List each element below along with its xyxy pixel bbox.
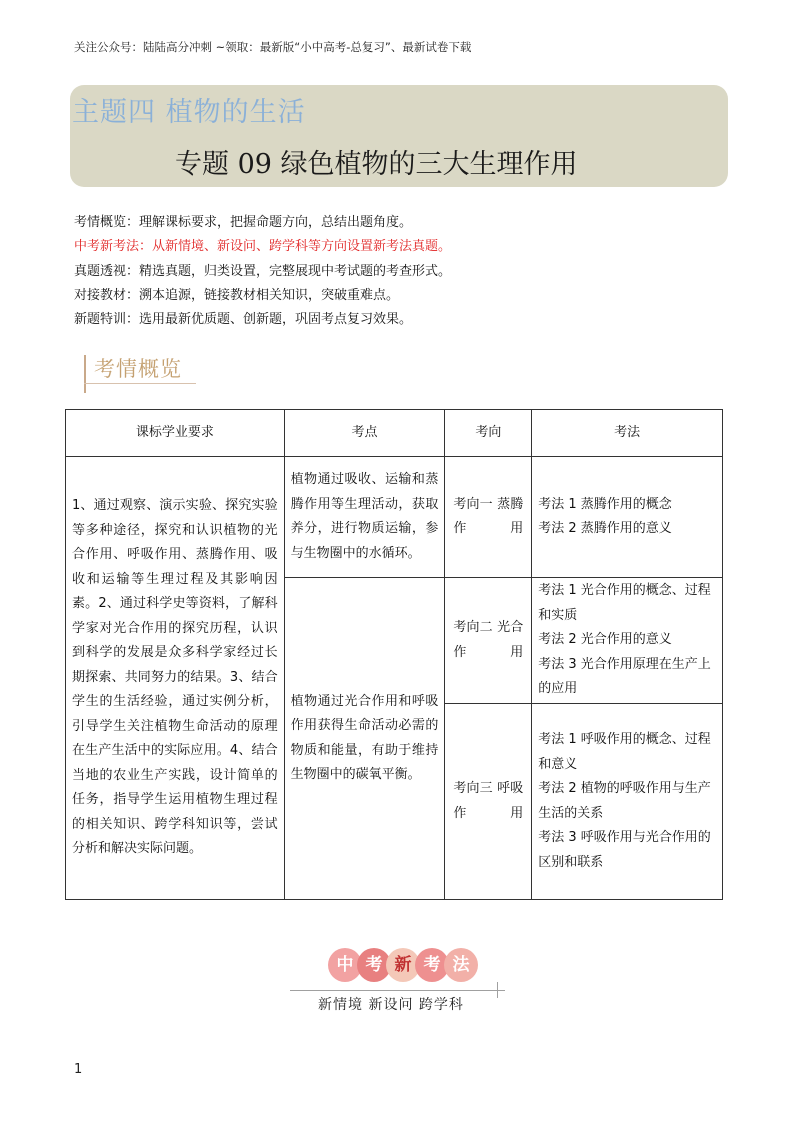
page-number: 1	[74, 1062, 83, 1077]
table-row	[66, 457, 723, 578]
section-heading-bar	[84, 355, 86, 393]
section-heading-underline	[84, 383, 196, 384]
badge-divider	[290, 990, 505, 991]
method-item: 考法 1 光合作用的概念、过程和实质	[538, 583, 711, 623]
intro-line: 对接教材：溯本追源，链接教材相关知识，突破重难点。	[74, 287, 400, 303]
intro-list	[74, 211, 451, 332]
table-header-cell: 课标学业要求	[66, 410, 285, 457]
header-note: 关注公众号：陆陆高分冲刺 ~领取：最新版“小中高考-总复习”、最新试卷下载	[74, 40, 472, 54]
methods-cell	[532, 704, 723, 900]
badge-subtitle: 新情境 新设问 跨学科	[318, 997, 464, 1013]
method-item: 考法 2 光合作用的意义	[538, 632, 672, 648]
table-header-cell: 考向	[445, 410, 532, 457]
exam-overview-table	[65, 409, 723, 900]
method-item: 考法 1 蒸腾作用的概念	[538, 496, 672, 512]
badge-char: 中	[328, 948, 362, 982]
topic-heading: 主题四 植物的生活	[72, 97, 306, 128]
badge-char: 法	[444, 948, 478, 982]
direction-cell: 考向二 光合作用	[445, 578, 532, 704]
direction-cell: 考向一 蒸腾作用	[445, 457, 532, 578]
method-item: 考法 1 呼吸作用的概念、过程和意义	[538, 732, 711, 772]
intro-line: 新题特训：选用最新优质题、创新题，巩固考点复习效果。	[74, 312, 413, 328]
knowledge-point-cell: 植物通过吸收、运输和蒸腾作用等生理活动，获取养分，进行物质运输，参与生物圈中的水循环。	[284, 457, 445, 578]
table-header-row	[66, 410, 723, 457]
method-item: 考法 2 植物的呼吸作用与生产生活的关系	[538, 781, 711, 821]
table-header-cell: 考点	[284, 410, 445, 457]
methods-cell	[532, 457, 723, 578]
section-heading-text: 考情概览	[94, 357, 182, 381]
method-item: 考法 2 蒸腾作用的意义	[538, 521, 672, 536]
knowledge-point-cell: 植物通过光合作用和呼吸作用获得生命活动必需的物质和能量，有助于维持生物圈中的碳氧平衡。	[284, 578, 445, 900]
page-title: 专题 09 绿色植物的三大生理作用	[175, 149, 578, 180]
badge-char: 新	[386, 948, 420, 982]
new-exam-method-badge	[328, 948, 478, 982]
intro-line: 真题透视：精选真题，归类设置，完整展现中考试题的考查形式。	[74, 263, 452, 279]
direction-cell: 考向三 呼吸作用	[445, 704, 532, 900]
table-header-cell: 考法	[532, 410, 723, 457]
methods-cell	[532, 578, 723, 704]
intro-line: 考情概览：理解课标要求，把握命题方向，总结出题角度。	[74, 215, 413, 230]
requirements-cell: 1、通过观察、演示实验、探究实验等多种途径，探究和认识植物的光合作用、呼吸作用、蒸腾作用、吸收和运输等生理过程及其影响因素。2、通过科学史等资料，了解科学家对光合作用的探究历程，认识到科学的发展是众多科学家经过长期探索、共同努力的结果。3、结合学生的生活经验，通过实例分析，引导学生关注植物生命活动的原理在生产生活中的实际应用。4、结合当地的农业生产实践，设计简单的任务，指导学生运用植物生理过程的相关知识、跨学科知识等，尝试分析和解决实际问题。	[66, 457, 285, 900]
intro-line-highlight: 中考新考法：从新情境、新设问、跨学科等方向设置新考法真题。	[74, 239, 452, 255]
method-item: 考法 3 呼吸作用与光合作用的区别和联系	[538, 830, 711, 870]
badge-divider-tick	[497, 982, 498, 998]
section-heading	[80, 345, 200, 397]
badge-char: 考	[357, 948, 391, 982]
badge-char: 考	[415, 948, 449, 982]
method-item: 考法 3 光合作用原理在生产上的应用	[538, 656, 711, 697]
